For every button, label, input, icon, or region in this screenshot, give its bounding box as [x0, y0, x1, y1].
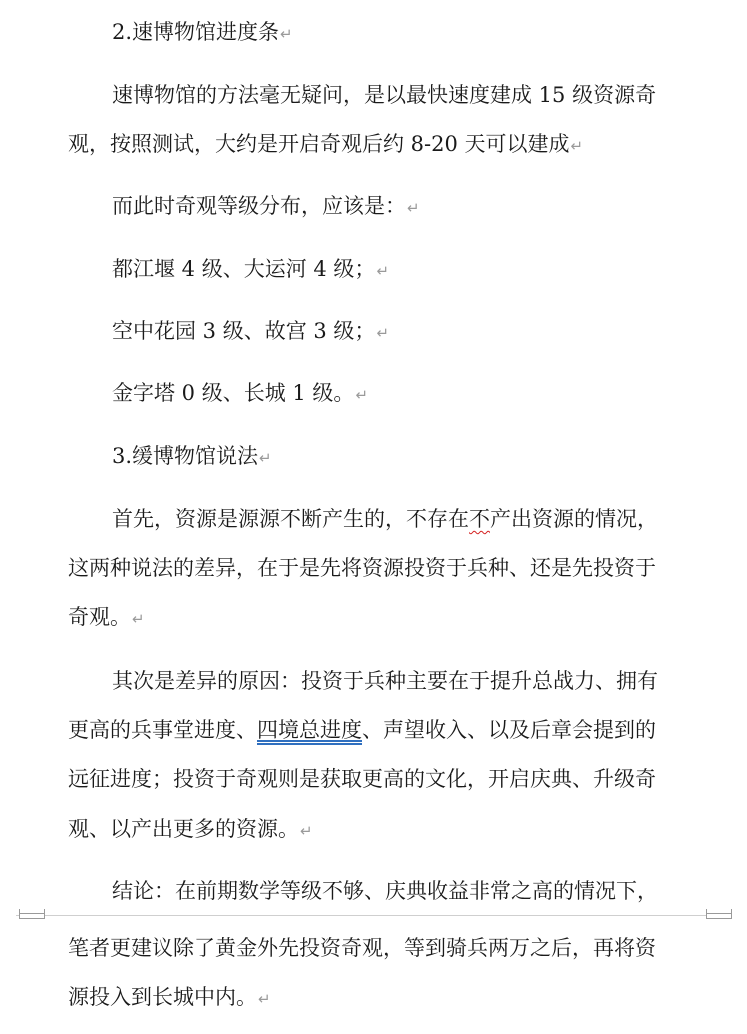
paragraph-mark-icon: ↵ [407, 199, 420, 217]
page-corner-left-icon [19, 909, 45, 919]
paragraph-3-line-2: 这两种说法的差异，在于是先将资源投资于兵种、还是先投资于 [68, 556, 656, 580]
spellcheck-flag[interactable]: 不 [469, 507, 490, 531]
paragraph-4-line-3: 远征进度；投资于奇观则是获取更高的文化，开启庆典、升级奇 [68, 767, 656, 791]
heading-2: 2.速博物馆进度条↵ [112, 20, 293, 44]
paragraph-mark-icon: ↵ [376, 324, 390, 342]
grammar-flag[interactable]: 四境总进度 [257, 718, 362, 742]
paragraph-mark-icon: ↵ [355, 386, 369, 404]
heading-3: 3.缓博物馆说法↵ [112, 444, 272, 468]
paragraph-4-line-2: 更高的兵事堂进度、四境总进度、声望收入、以及后章会提到的 [68, 718, 656, 742]
list-item: 金字塔 0 级、长城 1 级。↵ [112, 381, 369, 405]
list-item: 空中花园 3 级、故宫 3 级；↵ [112, 319, 390, 343]
paragraph-3-line-1: 首先，资源是源源不断产生的，不存在不产出资源的情况， [112, 507, 658, 531]
paragraph-4-line-4: 观、以产出更多的资源。↵ [68, 817, 313, 841]
paragraph-1-line-1: 速博物馆的方法毫无疑问，是以最快速度建成 15 级资源奇 [112, 83, 657, 107]
list-item: 都江堰 4 级、大运河 4 级；↵ [112, 257, 390, 281]
paragraph-mark-icon: ↵ [258, 990, 271, 1008]
paragraph-4-line-1: 其次是差异的原因：投资于兵种主要在于提升总战力、拥有 [112, 669, 658, 693]
paragraph-1-line-2: 观，按照测试，大约是开启奇观后约 8-20 天可以建成↵ [68, 132, 584, 156]
paragraph-mark-icon: ↵ [300, 822, 313, 840]
paragraph-5-line-2: 笔者更建议除了黄金外先投资奇观，等到骑兵两万之后，再将资 [68, 936, 656, 960]
paragraph-3-line-3: 奇观。↵ [68, 605, 145, 629]
paragraph-5-line-3: 源投入到长城中内。↵ [68, 985, 271, 1009]
paragraph-mark-icon: ↵ [570, 137, 584, 155]
paragraph-mark-icon: ↵ [259, 449, 272, 467]
paragraph-5-line-1: 结论：在前期数学等级不够、庆典收益非常之高的情况下， [112, 879, 658, 903]
page-break-line [16, 915, 731, 916]
paragraph-mark-icon: ↵ [376, 262, 390, 280]
paragraph-mark-icon: ↵ [280, 25, 293, 43]
page-corner-right-icon [706, 909, 732, 919]
paragraph-2: 而此时奇观等级分布，应该是：↵ [112, 194, 420, 218]
paragraph-mark-icon: ↵ [132, 610, 145, 628]
